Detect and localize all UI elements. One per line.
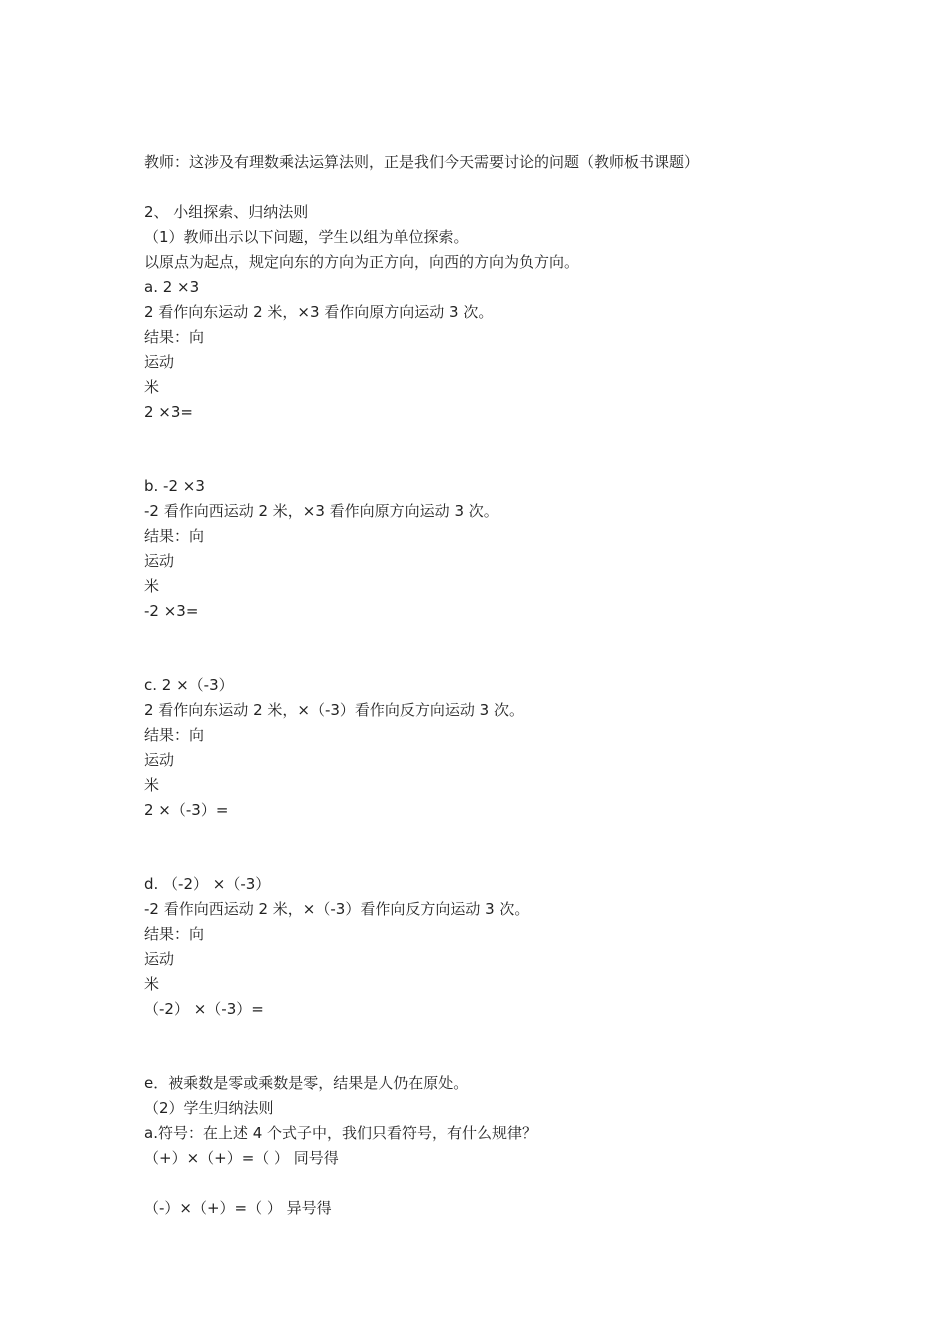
step-1-text: （1）教师出示以下问题，学生以组为单位探索。 xyxy=(144,228,469,246)
case-c-result: 结果：向 xyxy=(144,726,205,744)
case-b-meter: 米 xyxy=(144,577,160,595)
same-sign-rule: （+）×（+）=（ ） 同号得 xyxy=(144,1149,339,1167)
case-a-move: 运动 xyxy=(144,353,175,371)
case-c-meter: 米 xyxy=(144,776,160,794)
case-b-desc: -2 看作向西运动 2 米，×3 看作向原方向运动 3 次。 xyxy=(144,502,499,520)
case-d-desc: -2 看作向西运动 2 米，×（-3）看作向反方向运动 3 次。 xyxy=(144,900,530,918)
case-a-meter: 米 xyxy=(144,378,160,396)
direction-rule: 以原点为起点，规定向东的方向为正方向，向西的方向为负方向。 xyxy=(144,253,580,271)
step-2-text: （2）学生归纳法则 xyxy=(144,1099,274,1117)
case-c-equation: 2 ×（-3）= xyxy=(144,801,229,819)
case-d-result: 结果：向 xyxy=(144,925,205,943)
case-c-title: c. 2 ×（-3） xyxy=(144,676,234,694)
intro-line: 教师：这涉及有理数乘法运算法则，正是我们今天需要讨论的问题（教师板书课题） xyxy=(144,153,700,171)
case-a-equation: 2 ×3= xyxy=(144,403,193,421)
case-a-title: a. 2 ×3 xyxy=(144,278,200,296)
case-b-equation: -2 ×3= xyxy=(144,602,199,620)
different-sign-rule: （-）×（+）=（ ） 异号得 xyxy=(144,1199,332,1217)
sign-rule-question: a.符号：在上述 4 个式子中，我们只看符号，有什么规律？ xyxy=(144,1124,538,1142)
case-e-text: e．被乘数是零或乘数是零，结果是人仍在原处。 xyxy=(144,1074,469,1092)
case-d-equation: （-2） ×（-3）= xyxy=(144,1000,264,1018)
case-c-move: 运动 xyxy=(144,751,175,769)
case-c-desc: 2 看作向东运动 2 米，×（-3）看作向反方向运动 3 次。 xyxy=(144,701,524,719)
case-b-move: 运动 xyxy=(144,552,175,570)
case-a-result: 结果：向 xyxy=(144,328,205,346)
case-a-desc: 2 看作向东运动 2 米，×3 看作向原方向运动 3 次。 xyxy=(144,303,494,321)
case-d-move: 运动 xyxy=(144,950,175,968)
case-b-result: 结果：向 xyxy=(144,527,205,545)
case-d-meter: 米 xyxy=(144,975,160,993)
case-b-title: b. -2 ×3 xyxy=(144,477,205,495)
case-d-title: d. （-2） ×（-3） xyxy=(144,875,271,893)
section-heading: 2、 小组探索、归纳法则 xyxy=(144,203,309,221)
